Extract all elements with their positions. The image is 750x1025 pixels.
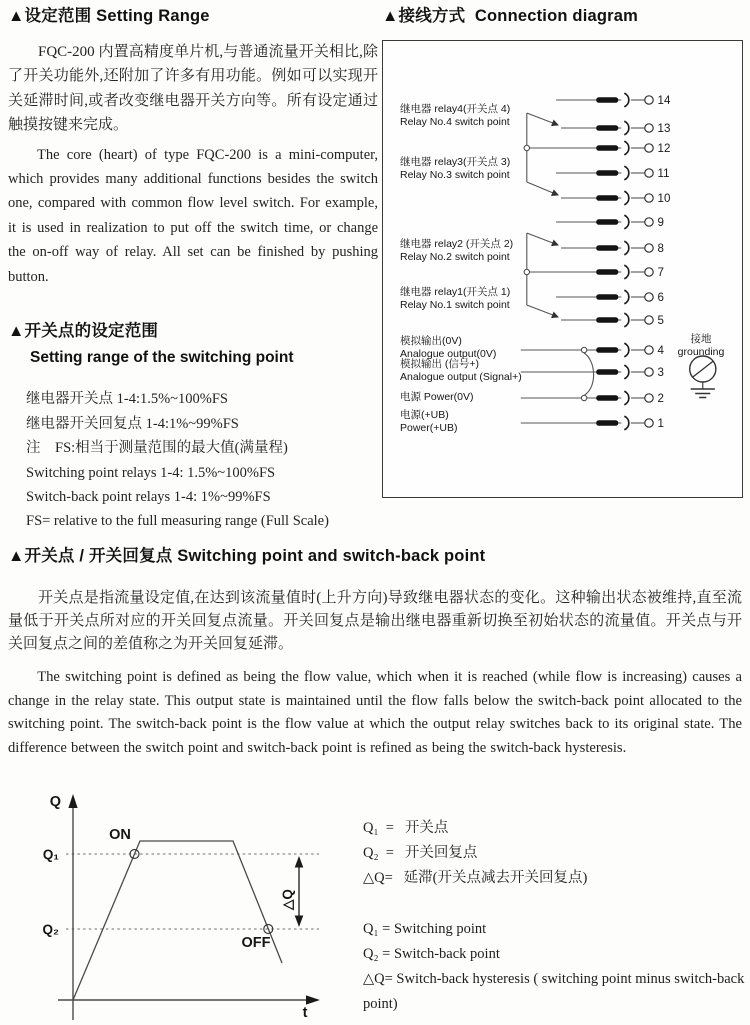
terminal-number: 7 <box>657 266 664 279</box>
analogue-output-0v-label: 模拟输出(0V) Analogue output(0V) <box>400 334 497 360</box>
terminal-row-9 <box>556 215 664 229</box>
power-0v-label: 电源 Power(0V) <box>400 390 474 403</box>
relay3-label: 继电器 relay3(开关点 3) Relay No.3 switch point <box>400 155 511 181</box>
terminal-circle <box>645 292 653 300</box>
wire-ferrule <box>596 269 618 275</box>
terminal-number: 14 <box>657 94 671 107</box>
spec-line: 注 FS:相当于测量范围的最大值(满量程) <box>26 440 288 457</box>
delta-q-arrowhead-top <box>295 856 304 868</box>
junction-node <box>581 395 586 400</box>
on-label: ON <box>109 827 131 843</box>
socket-arc <box>624 121 629 135</box>
terminal-row-2 <box>521 391 664 405</box>
socket-arc <box>624 93 629 107</box>
socket-arc <box>624 391 629 405</box>
socket-arc <box>624 191 629 205</box>
junction-node <box>524 145 529 150</box>
terminal-row-8 <box>527 233 664 255</box>
switching-point-section <box>8 546 742 761</box>
terminal-circle <box>645 143 653 151</box>
socket-arc <box>624 215 629 229</box>
q2-label: Q₂ <box>42 922 59 937</box>
zero-volt-link-wire <box>584 353 593 395</box>
delta-q-label: △Q <box>280 889 295 910</box>
terminal-row-4 <box>521 343 665 357</box>
wire-ferrule <box>596 219 618 225</box>
x-axis-label: t <box>302 1005 308 1021</box>
wire-ferrule <box>596 97 618 103</box>
junction-node <box>581 347 586 352</box>
terminal-circle <box>645 217 653 225</box>
legend-row: △Q= Switch-back hysteresis ( switching point minus switch-back point) <box>363 971 748 1012</box>
switching-point-paragraph-en: The switching point is defined as being the flow value, which when it is reached (while flow is increasing) causes a change in the relay state. This output state is maintained until the flow falls below the switch-back point allocated to the switching point. The switch-back point is the flow value at which the output relay switches back to its original state. The difference between the switch point and switch-back point is refined as being the switch-back hysteresis. <box>8 669 742 757</box>
socket-arc <box>624 365 629 379</box>
ground-symbol <box>690 356 716 398</box>
left-column <box>8 6 378 534</box>
flow-curve <box>73 841 282 1000</box>
connection-diagram <box>382 40 743 498</box>
socket-arc <box>624 241 629 255</box>
switching-point-paragraph-cn: 开关点是指流量设定值,在达到该流量值时(上升方向)导致继电器状态的变化。这种输出状态被维持,直至流量低于开关点所对应的开关回复点流量。开关回复点是输出继电器重新切换至初始状态的流量值。开关点与开关回复点之间的差值称之为开关回复延滞。 <box>8 589 742 653</box>
right-column <box>382 6 743 498</box>
legend-cn <box>363 816 749 891</box>
q1-label: Q₁ <box>42 847 59 862</box>
legend-row: Q₁ = Switching point <box>363 921 487 937</box>
terminal-circle <box>645 243 653 251</box>
relay-switch-arm <box>527 113 558 125</box>
terminal-number: 2 <box>657 392 664 405</box>
legend-row: Q₂ = Switch-back point <box>363 946 500 962</box>
legend-en <box>363 917 749 1017</box>
hysteresis-chart <box>30 788 370 1025</box>
terminal-number: 10 <box>657 192 671 205</box>
socket-arc <box>624 290 629 304</box>
terminal-circle <box>645 95 653 103</box>
legend-row: △Q= 延滞(开关点减去开关回复点) <box>363 870 588 886</box>
socket-arc <box>624 265 629 279</box>
switching-range-heading-cn: ▲开关点的设定范围 <box>8 322 159 341</box>
relay1-label: 继电器 relay1(开关点 1) Relay No.1 switch point <box>400 285 511 311</box>
terminal-circle <box>645 168 653 176</box>
terminal-row-12 <box>524 141 670 155</box>
wire-ferrule <box>596 145 618 151</box>
socket-arc <box>624 343 629 357</box>
terminal-number: 6 <box>657 291 664 304</box>
power-ub-label: 电源(+UB) Power(+UB) <box>400 408 458 434</box>
switching-point-heading: ▲开关点 / 开关回复点 Switching point and switch-back point <box>8 547 486 565</box>
wire-ferrule <box>596 420 618 426</box>
setting-range-paragraph-cn: FQC-200 内置高精度单片机,与普通流量开关相比,除了开关功能外,还附加了许多有用功能。例如可以实现开关延滞时间,或者改变继电器开关方向等。所有设定通过触摸按键来完成。 <box>8 43 378 134</box>
terminal-number: 9 <box>657 216 664 229</box>
connection-diagram-heading: ▲接线方式 Connection diagram <box>382 7 639 25</box>
wire-ferrule <box>596 317 618 323</box>
terminal-circle <box>645 123 653 131</box>
terminal-row-10 <box>527 182 671 205</box>
terminal-row-6 <box>556 290 664 304</box>
terminal-row-1 <box>521 416 664 430</box>
wire-ferrule <box>596 395 618 401</box>
socket-arc <box>624 141 629 155</box>
wire-ferrule <box>596 347 618 353</box>
legend-row: Q₁ = 开关点 <box>363 820 449 836</box>
setting-range-heading: ▲设定范围 Setting Range <box>8 7 210 25</box>
wire-ferrule <box>596 125 618 131</box>
off-label: OFF <box>241 935 271 951</box>
switching-range-heading-en: Setting range of the switching point <box>30 348 294 366</box>
terminal-number: 12 <box>657 142 671 155</box>
relay-switch-arm <box>527 305 558 317</box>
terminal-circle <box>645 315 653 323</box>
terminal-circle <box>645 193 653 201</box>
terminal-number: 4 <box>657 344 664 357</box>
x-axis-arrowhead <box>306 995 320 1004</box>
terminal-row-13 <box>527 113 671 135</box>
terminal-number: 8 <box>657 242 664 255</box>
socket-arc <box>624 166 629 180</box>
terminal-number: 13 <box>657 122 671 135</box>
terminal-circle <box>645 393 653 401</box>
delta-q-arrowhead-bottom <box>295 916 304 928</box>
terminal-number: 3 <box>657 366 664 379</box>
relay-switch-arm <box>527 233 558 245</box>
spec-line: FS= relative to the full measuring range (Full Scale) <box>26 513 329 530</box>
terminal-row-5 <box>527 305 664 327</box>
wire-ferrule <box>596 195 618 201</box>
relay4-label: 继电器 relay4(开关点 4) Relay No.4 switch point <box>400 102 511 128</box>
socket-arc <box>624 416 629 430</box>
switching-range-spec-list <box>26 387 378 533</box>
junction-node <box>524 269 529 274</box>
grounding-label: 接地 grounding <box>677 332 725 358</box>
setting-range-paragraph-en: The core (heart) of type FQC-200 is a mini-computer, which provides many additional functions besides the switch one, compared with common flow level switch. For example, it is used in realization to put off the switch time, or change the on-off way of relay. All set can be finished by pushing button. <box>8 146 378 285</box>
spec-line: 继电器开关回复点 1-4:1%~99%FS <box>26 415 239 432</box>
wire-ferrule <box>596 369 618 375</box>
y-axis-arrowhead <box>68 794 77 808</box>
legend-row: Q₂ = 开关回复点 <box>363 845 478 861</box>
wire-ferrule <box>596 245 618 251</box>
relay-switch-arm <box>527 182 558 195</box>
terminal-circle <box>645 267 653 275</box>
terminal-circle <box>645 418 653 426</box>
relay2-label: 继电器 relay2 (开关点 2) Relay No.2 switch point <box>400 237 514 263</box>
chart-legend <box>363 816 749 1017</box>
terminal-circle <box>645 345 653 353</box>
wire-ferrule <box>596 170 618 176</box>
socket-arc <box>624 313 629 327</box>
terminal-circle <box>645 367 653 375</box>
terminal-row-14 <box>556 93 671 107</box>
terminal-number: 11 <box>657 167 670 180</box>
terminal-row-7 <box>524 265 664 279</box>
terminal-number: 5 <box>657 314 664 327</box>
terminal-number: 1 <box>657 417 664 430</box>
spec-line: Switching point relays 1-4: 1.5%~100%FS <box>26 464 276 481</box>
spec-line: 继电器开关点 1-4:1.5%~100%FS <box>26 391 228 408</box>
terminal-row-11 <box>556 166 670 180</box>
spec-line: Switch-back point relays 1-4: 1%~99%FS <box>26 488 271 505</box>
terminal-row-3 <box>521 365 664 379</box>
y-axis-label: Q <box>49 794 61 810</box>
wire-ferrule <box>596 294 618 300</box>
analogue-output-signal-label: 模拟输出 (信号+) Analogue output (Signal+) <box>400 357 522 383</box>
